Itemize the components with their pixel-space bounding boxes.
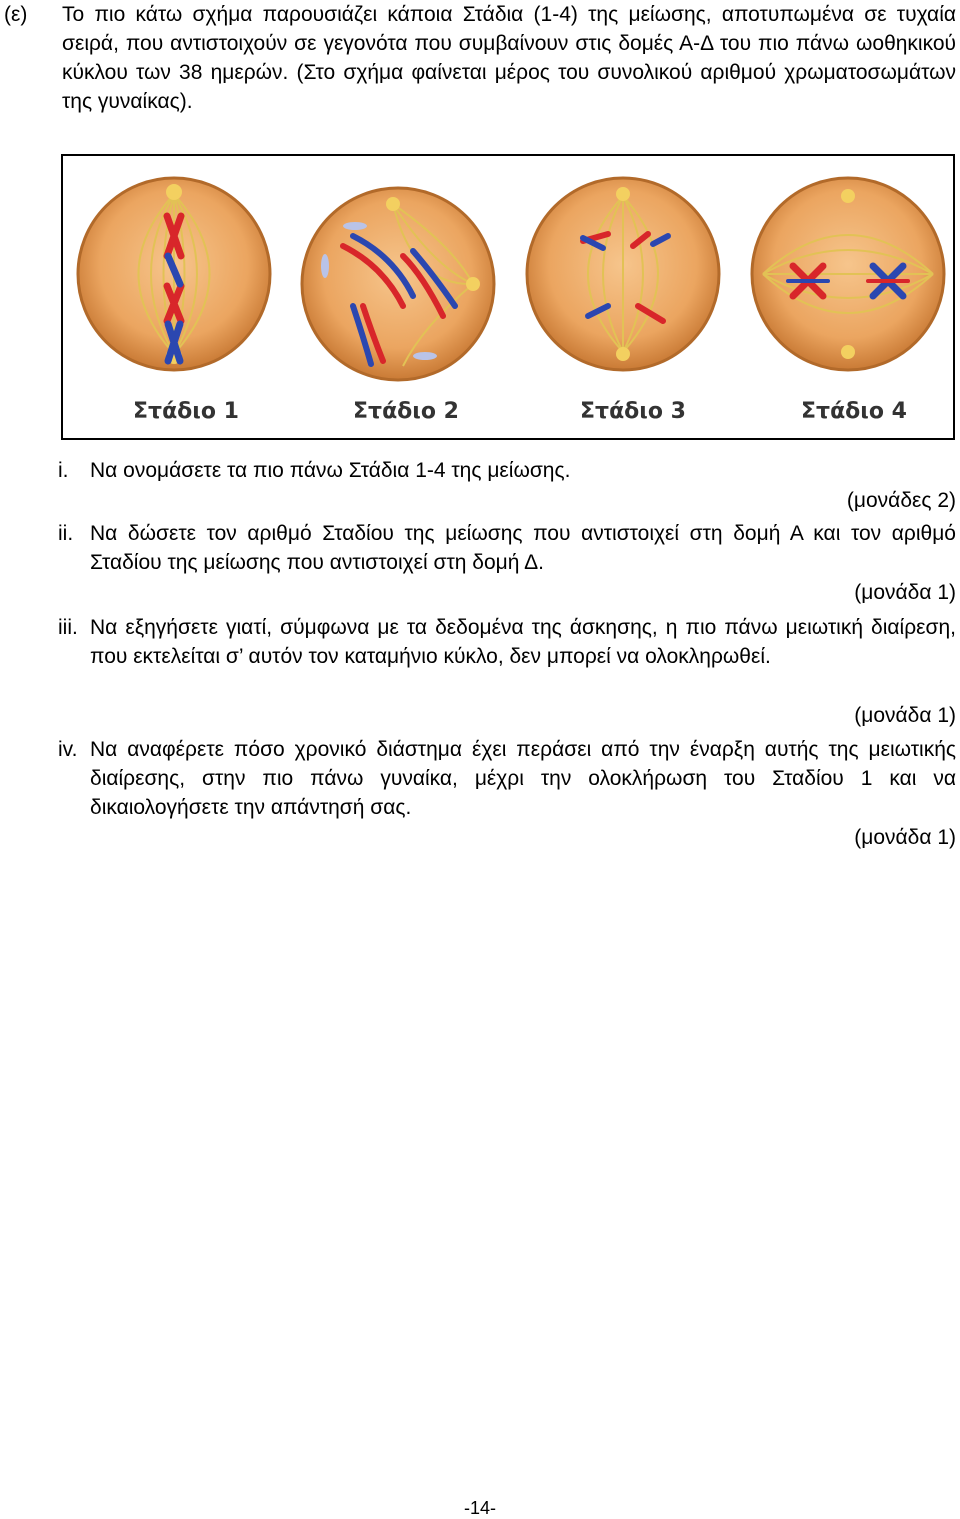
page-number: -14-: [463, 1498, 496, 1518]
stage-4-label: Στάδιο 4: [801, 399, 907, 424]
centrosome-icon: [466, 277, 480, 291]
question-number: iv.: [58, 738, 78, 761]
meiosis-illustration: [63, 156, 953, 438]
centrosome-icon: [841, 189, 855, 203]
question-number: i.: [58, 459, 69, 482]
question-label: (ε): [4, 3, 28, 26]
stage-1-cell: [78, 178, 270, 370]
stage-3-label: Στάδιο 3: [580, 399, 686, 424]
question-number: ii.: [58, 522, 74, 545]
centrosome-icon: [166, 184, 182, 200]
marks-label: (μονάδες 2): [846, 489, 956, 512]
marks-label: (μονάδα 1): [854, 704, 956, 727]
question-text: Να ονομάσετε τα πιο πάνω Στάδια 1-4 της μείωσης.: [90, 459, 571, 482]
stage-1-label: Στάδιο 1: [133, 399, 239, 424]
stage-2-cell: [302, 188, 494, 380]
question-intro: Το πιο κάτω σχήμα παρουσιάζει κάποια Στάδια (1-4) της μείωσης, αποτυπωμένα σε τυχαία σειρά, που αντιστοιχούν σε γεγονότα που συμβαίνουν στις δομές Α-Δ του πιο πάνω ωοθηκικού κύκλου των 38 ημερών. (Στο σχήμα φαίνεται μέρος του συνολικού αριθμού χρωματοσωμάτων της γυναίκας).: [62, 3, 956, 113]
question-text: Να αναφέρετε πόσο χρονικό διάστημα έχει περάσει από την έναρξη αυτής της μειωτικής διαίρεσης, στην πιο πάνω γυναίκα, μέχρι την ολοκλήρωση του Σταδίου 1 και να δικαιολογήσετε την απάντησή σας.: [90, 738, 956, 819]
centrosome-icon: [616, 187, 630, 201]
stage-3-cell: [527, 178, 719, 370]
question-number: iii.: [58, 616, 78, 639]
question-text: Να εξηγήσετε γιατί, σύμφωνα με τα δεδομένα της άσκησης, η πιο πάνω μειωτική διαίρεση, που εκτελείται σ’ αυτόν τον καταμήνιο κύκλο, δεν μπορεί να ολοκληρωθεί.: [90, 616, 956, 668]
question-text: Να δώσετε τον αριθμό Σταδίου της μείωσης που αντιστοιχεί στη δομή Α και τον αριθμό Σταδίου της μείωσης που αντιστοιχεί στη δομή Δ.: [90, 522, 956, 574]
centrosome-icon: [616, 347, 630, 361]
marks-label: (μονάδα 1): [854, 826, 956, 849]
centrosome-icon: [386, 197, 400, 211]
centrosome-icon: [841, 345, 855, 359]
stage-2-label: Στάδιο 2: [353, 399, 459, 424]
marks-label: (μονάδα 1): [854, 581, 956, 604]
meiosis-stages-figure: [61, 154, 955, 440]
stage-4-cell: [752, 178, 944, 370]
